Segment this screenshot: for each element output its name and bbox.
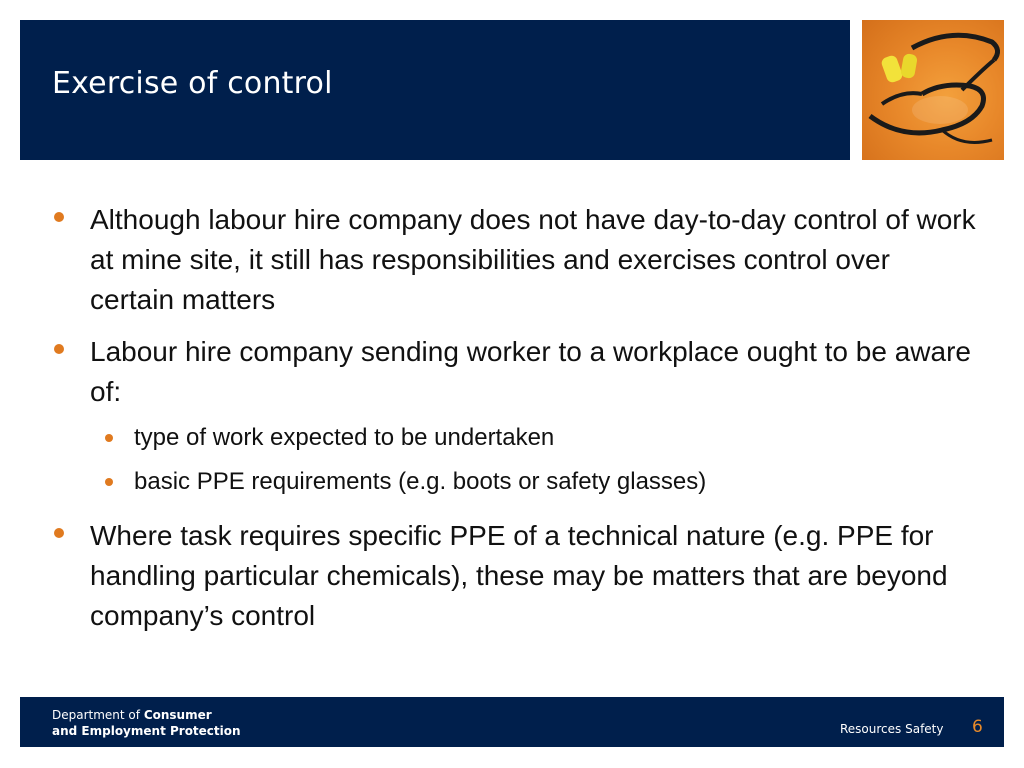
bullet-text: Where task requires specific PPE of a technical nature (e.g. PPE for handling particular chemicals), these may be matters that are beyond company’s control <box>90 520 948 631</box>
slide-title: Exercise of control <box>52 66 333 101</box>
bullet-item <box>0 332 1024 504</box>
title-bar <box>20 20 850 160</box>
bullet-dot-icon <box>105 434 113 442</box>
footer-bar <box>20 697 1004 747</box>
bullet-dot-icon <box>54 528 64 538</box>
sub-bullet-text: type of work expected to be undertaken <box>134 424 555 451</box>
footer-right-label: Resources Safety <box>840 722 944 736</box>
slide-content <box>0 200 1024 648</box>
dept-prefix: Department of <box>52 708 144 722</box>
bullet-list <box>0 200 1024 636</box>
bullet-text: Labour hire company sending worker to a workplace ought to be aware of: <box>90 336 971 407</box>
dept-bold-1: Consumer <box>143 708 212 722</box>
sub-bullet-item <box>90 460 980 504</box>
sub-bullet-item <box>90 416 980 460</box>
safety-glasses-photo <box>862 20 1004 160</box>
bullet-dot-icon <box>54 344 64 354</box>
sub-bullet-list <box>90 416 980 504</box>
page-number: 6 <box>972 717 983 737</box>
bullet-dot-icon <box>54 212 64 222</box>
bullet-dot-icon <box>105 478 113 486</box>
dept-bold-2: and Employment Protection <box>52 724 241 738</box>
bullet-item <box>0 516 1024 636</box>
bullet-item <box>0 200 1024 320</box>
sub-bullet-text: basic PPE requirements (e.g. boots or safety glasses) <box>134 468 707 495</box>
department-name <box>52 707 241 739</box>
bullet-text: Although labour hire company does not have day-to-day control of work at mine site, it still has responsibilities and exercises control over certain matters <box>90 204 976 315</box>
safety-glasses-icon <box>862 20 1004 160</box>
